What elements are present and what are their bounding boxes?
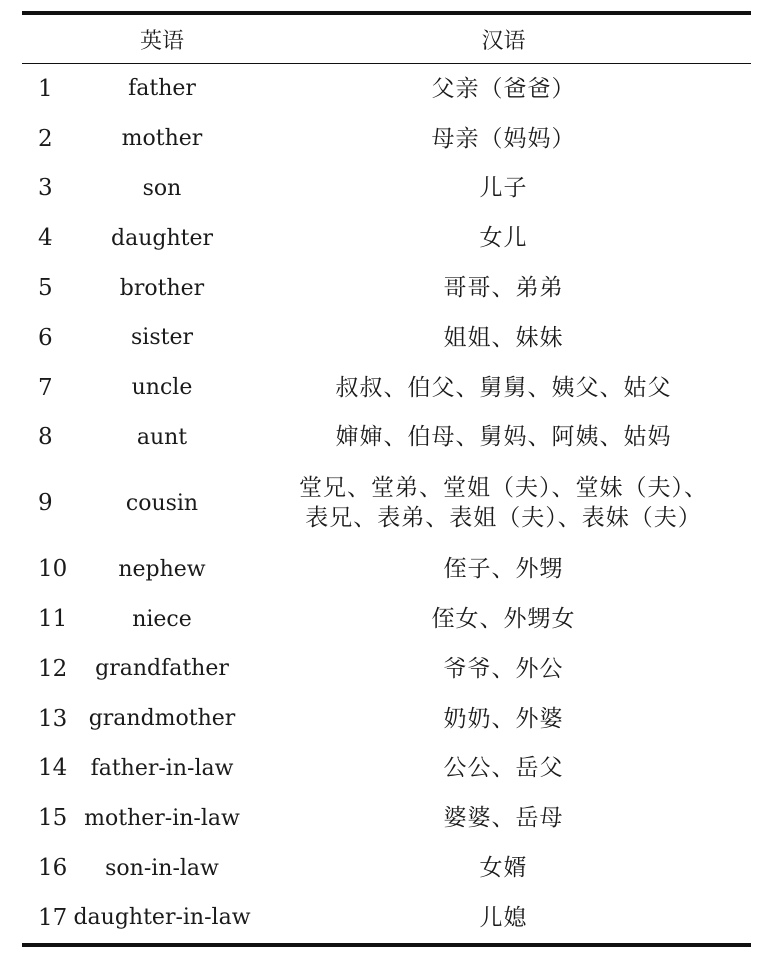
chinese-term-text: 女婿 <box>479 855 528 882</box>
table-row <box>22 793 751 843</box>
row-number: 16 <box>38 855 68 882</box>
header-english: 英语 <box>139 28 184 54</box>
english-term: cousin <box>125 490 199 516</box>
english-term: nephew <box>118 556 206 582</box>
english-term: father <box>128 76 196 102</box>
english-term: mother <box>121 126 203 152</box>
row-number: 6 <box>38 324 53 351</box>
table-row <box>22 363 751 413</box>
row-number: 3 <box>38 175 53 202</box>
row-number: 14 <box>38 755 68 782</box>
table-row <box>22 263 751 313</box>
table-row <box>22 694 751 744</box>
table-row <box>22 744 751 794</box>
table-row <box>22 893 751 945</box>
chinese-term-text: 叔叔、伯父、舅舅、姨父、姑父 <box>335 374 672 401</box>
chinese-term-text: 儿子 <box>479 175 528 202</box>
row-number: 10 <box>38 556 68 583</box>
chinese-term-text: 堂兄、堂弟、堂姐（夫）、堂妹（夫）、 表兄、表弟、表姐（夫）、表妹（夫） <box>299 475 708 532</box>
chinese-term-text: 婶婶、伯母、舅妈、阿姨、姑妈 <box>335 424 672 451</box>
row-number: 1 <box>38 75 53 102</box>
table-row <box>22 462 751 544</box>
chinese-term <box>256 843 751 893</box>
chinese-term <box>256 544 751 594</box>
chinese-term-text: 奶奶、外婆 <box>443 705 564 732</box>
chinese-term <box>256 893 751 945</box>
chinese-term <box>256 462 751 544</box>
chinese-term <box>256 114 751 164</box>
row-number: 9 <box>38 490 53 517</box>
table-header-row <box>22 13 751 64</box>
chinese-term-text: 儿媳 <box>479 904 528 931</box>
chinese-term <box>256 594 751 644</box>
chinese-term <box>256 64 751 114</box>
english-term: sister <box>131 325 193 351</box>
chinese-term-text: 侄子、外甥 <box>443 556 564 583</box>
chinese-term-text: 父亲（爸爸） <box>431 75 576 102</box>
row-number: 2 <box>38 125 53 152</box>
english-term: grandmother <box>88 706 236 732</box>
table-row <box>22 313 751 363</box>
row-number: 13 <box>38 705 68 732</box>
table-row <box>22 594 751 644</box>
chinese-term-text: 公公、岳父 <box>443 755 564 782</box>
english-term: daughter <box>111 225 213 251</box>
chinese-term <box>256 313 751 363</box>
english-term: daughter-in-law <box>73 905 251 931</box>
header-number <box>22 13 68 64</box>
table-row <box>22 843 751 893</box>
row-number: 17 <box>38 904 68 931</box>
chinese-term <box>256 694 751 744</box>
chinese-term <box>256 164 751 214</box>
chinese-term-text: 爷爷、外公 <box>443 655 564 682</box>
table-row <box>22 544 751 594</box>
english-term: brother <box>119 275 205 301</box>
english-term: uncle <box>131 375 193 401</box>
chinese-term-text: 母亲（妈妈） <box>431 125 576 152</box>
english-term: grandfather <box>95 656 229 682</box>
row-number: 5 <box>38 275 53 302</box>
chinese-term <box>256 263 751 313</box>
english-term: mother-in-law <box>84 805 240 831</box>
row-number: 15 <box>38 805 68 832</box>
header-chinese: 汉语 <box>481 28 526 54</box>
row-number: 4 <box>38 225 53 252</box>
english-term: niece <box>132 606 192 632</box>
chinese-term <box>256 793 751 843</box>
chinese-term <box>256 413 751 463</box>
chinese-term <box>256 744 751 794</box>
chinese-term-text: 哥哥、弟弟 <box>443 275 564 302</box>
table-row <box>22 164 751 214</box>
english-term: aunt <box>136 424 188 450</box>
table-row <box>22 64 751 114</box>
table-row <box>22 114 751 164</box>
english-term: son-in-law <box>105 855 219 881</box>
table-row <box>22 213 751 263</box>
chinese-term-text: 女儿 <box>479 225 528 252</box>
row-number: 12 <box>38 655 68 682</box>
english-term: son <box>142 175 182 201</box>
chinese-term <box>256 644 751 694</box>
table-row <box>22 413 751 463</box>
chinese-term-text: 婆婆、岳母 <box>443 805 564 832</box>
chinese-term <box>256 213 751 263</box>
row-number: 7 <box>38 374 53 401</box>
row-number: 8 <box>38 424 53 451</box>
chinese-term <box>256 363 751 413</box>
row-number: 11 <box>38 606 68 633</box>
english-term: father-in-law <box>90 755 234 781</box>
table-row <box>22 644 751 694</box>
kinship-terms-table <box>22 11 751 947</box>
chinese-term-text: 姐姐、妹妹 <box>443 324 564 351</box>
chinese-term-text: 侄女、外甥女 <box>431 606 576 633</box>
